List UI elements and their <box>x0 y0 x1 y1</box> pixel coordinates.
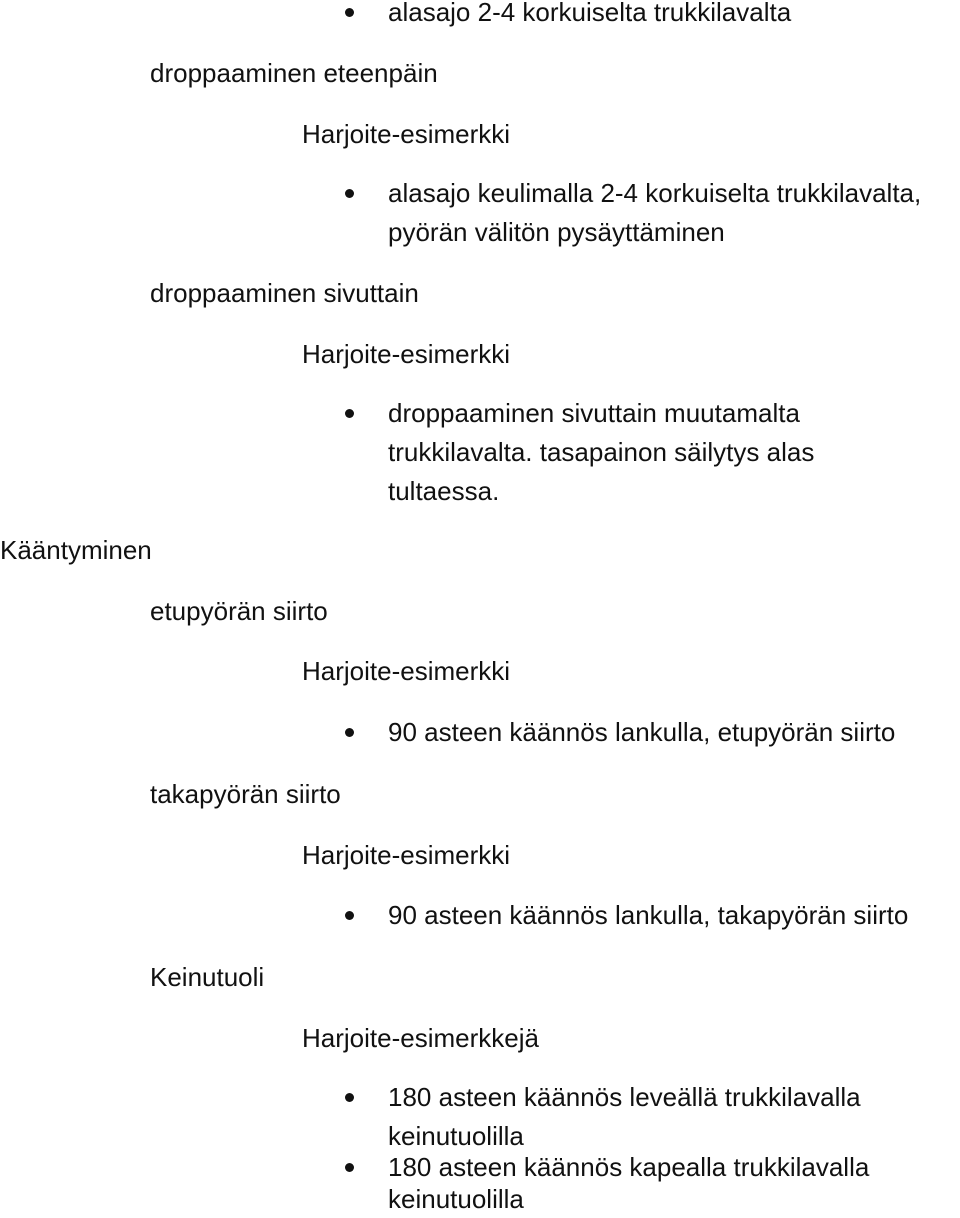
main-heading: Kääntyminen <box>0 535 152 565</box>
list-item-line: 180 asteen käännös kapealla trukkilavalla <box>388 1152 870 1182</box>
list-item: 90 asteen käännös lankulla, takapyörän siirto <box>388 900 909 930</box>
example-label: Harjoite-esimerkkejä <box>302 1023 539 1053</box>
list-item-line: pyörän välitön pysäyttäminen <box>388 217 725 247</box>
bullet-marker <box>345 728 354 737</box>
list-item-line: keinutuolilla <box>388 1184 524 1214</box>
bullet-marker <box>345 189 354 198</box>
section-heading: takapyörän siirto <box>150 779 341 809</box>
section-heading: droppaaminen sivuttain <box>150 278 419 308</box>
example-label: Harjoite-esimerkki <box>302 119 511 149</box>
bullet-marker <box>345 1163 354 1172</box>
bullet-marker <box>345 911 354 920</box>
example-label: Harjoite-esimerkki <box>302 339 511 369</box>
list-item: 90 asteen käännös lankulla, etupyörän siirto <box>388 717 896 747</box>
bullet-marker <box>345 8 354 17</box>
list-item: alasajo 2-4 korkuiselta trukkilavalta <box>388 0 792 27</box>
list-item-line: alasajo keulimalla 2-4 korkuiselta trukkilavalta, <box>388 178 922 208</box>
section-heading: Keinutuoli <box>150 962 265 992</box>
list-item-line: droppaaminen sivuttain muutamalta <box>388 398 800 428</box>
list-item-line: tultaessa. <box>388 476 500 506</box>
list-item-line: keinutuolilla <box>388 1121 524 1151</box>
section-heading: droppaaminen eteenpäin <box>150 58 438 88</box>
example-label: Harjoite-esimerkki <box>302 840 511 870</box>
bullet-marker <box>345 409 354 418</box>
section-heading: etupyörän siirto <box>150 596 328 626</box>
bullet-marker <box>345 1093 354 1102</box>
list-item-line: trukkilavalta. tasapainon säilytys alas <box>388 437 815 467</box>
list-item-line: 180 asteen käännös leveällä trukkilavalla <box>388 1082 861 1112</box>
example-label: Harjoite-esimerkki <box>302 656 511 686</box>
